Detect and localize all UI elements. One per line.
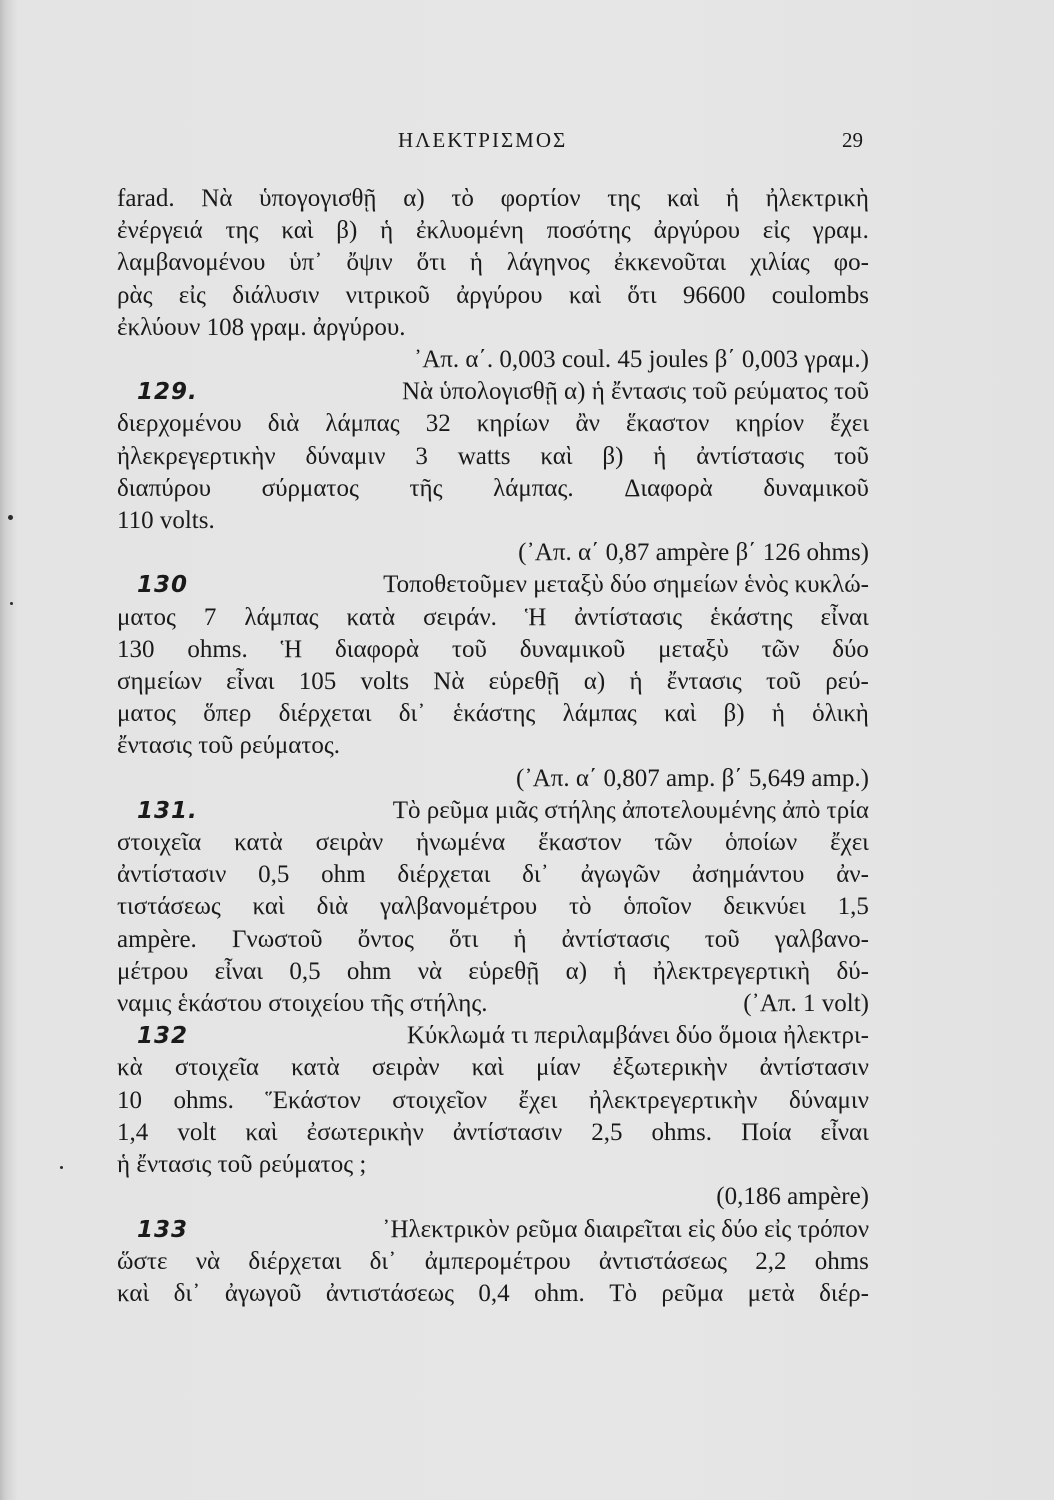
problem-132-first-line <box>117 1020 869 1052</box>
problem-131-last-line <box>117 988 869 1020</box>
text-line: ἠλεκρεγερτικὴν δύναμιν 3 watts καὶ β) ἡ ἀντίστασις τοῦ <box>117 442 869 470</box>
margin-mark <box>8 515 13 520</box>
text-line: 110 volts. <box>117 507 215 535</box>
text-line: ἐκλύουν 108 γραμ. ἀργύρου. <box>117 313 406 341</box>
text-line: 1,4 volt καὶ ἐσωτερικὴν ἀντίστασιν 2,5 ohms. Ποία εἶναι <box>117 1118 869 1146</box>
problem-text: ᾽Ηλεκτρικὸν ρεῦμα διαιρεῖται εἰς δύο εἰς τρόπον <box>382 1215 869 1243</box>
text-line: καὶ δι᾽ ἀγωγοῦ ἀντιστάσεως 0,4 ohm. Τὸ ρεῦμα μετὰ διέρ- <box>117 1279 869 1307</box>
problem-129-first-line <box>117 376 869 408</box>
page-header <box>0 128 1054 158</box>
text-line: ἡ ἔντασις τοῦ ρεύματος ; <box>117 1151 367 1179</box>
answer-128 <box>117 344 869 376</box>
problem-number: 133 <box>137 1216 189 1243</box>
answer-130 <box>117 763 869 795</box>
problem-text: Νὰ ὑπολογισθῇ α) ἡ ἔντασις τοῦ ρεύματος τοῦ <box>401 378 869 406</box>
text-line: στοιχεῖα κατὰ σειρὰν ἡνωμένα ἕκαστον τῶν ὁποίων ἔχει <box>117 829 869 857</box>
problem-number: 130 <box>137 572 189 599</box>
text-line: ὥστε νὰ διέρχεται δι᾽ ἀμπερομέτρου ἀντιστάσεως 2,2 ohms <box>117 1247 869 1275</box>
text-line: τιστάσεως καὶ διὰ γαλβανομέτρου τὸ ὁποῖον δεικνύει 1,5 <box>117 893 869 921</box>
problem-130-first-line <box>117 569 869 601</box>
problem-133-first-line <box>117 1214 869 1246</box>
text-line: διαπύρου σύρματος τῆς λάμπας. Διαφορὰ δυναμικοῦ <box>117 474 869 502</box>
text-line: 130 ohms. Ἡ διαφορὰ τοῦ δυναμικοῦ μεταξὺ τῶν δύο <box>117 635 869 663</box>
text-line: ampère. Γνωστοῦ ὄντος ὅτι ἡ ἀντίστασις τοῦ γαλβανο- <box>117 925 869 953</box>
answer-131: (᾽Απ. 1 volt) <box>743 990 869 1018</box>
text-line: ρὰς εἰς διάλυσιν νιτρικοῦ ἀργύρου καὶ ὅτι 96600 coulombs <box>117 281 869 309</box>
text-line: διερχομένου διὰ λάμπας 32 κηρίων ἂν ἕκαστον κηρίον ἔχει <box>117 410 869 438</box>
text-line: λαμβανομένου ὑπ᾽ ὄψιν ὅτι ἡ λάγηνος ἐκκενοῦται χιλίας φο- <box>117 249 869 277</box>
problem-number: 131. <box>137 797 198 824</box>
text-line: ναμις ἑκάστου στοιχείου τῆς στήλης. <box>117 990 488 1018</box>
page-number: 29 <box>842 128 863 152</box>
text-line: ἀντίστασιν 0,5 ohm διέρχεται δι᾽ ἀγωγῶν ἀσημάντου ἀν- <box>117 861 869 889</box>
answer-text: ᾽Απ. α΄. 0,003 coul. 45 joules β΄ 0,003 γραμ.) <box>413 346 869 374</box>
text-line: ἐνέργειά της καὶ β) ἡ ἐκλυομένη ποσότης ἀργύρου εἰς γραμ. <box>117 217 869 245</box>
text-line: ἔντασις τοῦ ρεύματος. <box>117 732 341 760</box>
answer-132 <box>117 1181 869 1213</box>
running-head: ΗΛΕΚΤΡΙΣΜΟΣ <box>398 128 568 152</box>
text-line: σημείων εἶναι 105 volts Νὰ εὑρεθῇ α) ἡ ἔντασις τοῦ ρεύ- <box>117 668 869 696</box>
text-line: κὰ στοιχεῖα κατὰ σειρὰν καὶ μίαν ἐξωτερικὴν ἀντίστασιν <box>117 1054 869 1082</box>
answer-text: (᾽Απ. α΄ 0,807 amp. β΄ 5,649 amp.) <box>516 764 869 792</box>
text-line: 10 ohms. Ἕκάστον στοιχεῖον ἔχει ἠλεκτρεγερτικὴν δύναμιν <box>117 1086 869 1114</box>
margin-mark <box>60 1166 63 1169</box>
problem-number: 129. <box>137 379 198 406</box>
answer-text: (᾽Απ. α΄ 0,87 ampère β΄ 126 ohms) <box>518 539 869 567</box>
problem-text: Κύκλωμά τι περιλαμβάνει δύο ὅμοια ἠλεκτρι- <box>406 1022 869 1050</box>
problem-number: 132 <box>137 1023 189 1050</box>
text-line: ματος ὅπερ διέρχεται δι᾽ ἑκάστης λάμπας καὶ β) ἡ ὁλικὴ <box>117 700 869 728</box>
problem-131-first-line <box>117 795 869 827</box>
body-text <box>117 183 869 1310</box>
problem-text: Τοποθετοῦμεν μεταξὺ δύο σημείων ἑνὸς κυκλώ- <box>383 571 869 599</box>
answer-129 <box>117 537 869 569</box>
margin-mark <box>10 602 13 605</box>
problem-text: Τὸ ρεῦμα μιᾶς στήλης ἀποτελουμένης ἀπὸ τρία <box>392 796 869 824</box>
answer-text: (0,186 ampère) <box>716 1183 869 1211</box>
text-line: μέτρου εἶναι 0,5 ohm νὰ εὑρεθῇ α) ἡ ἠλεκτρεγερτικὴ δύ- <box>117 957 869 985</box>
text-line: ματος 7 λάμπας κατὰ σειράν. Ἡ ἀντίστασις ἑκάστης εἶναι <box>117 603 869 631</box>
text-line: farad. Νὰ ὑπογογισθῇ α) τὸ φορτίον της καὶ ἡ ἠλεκτρικὴ <box>117 185 869 212</box>
